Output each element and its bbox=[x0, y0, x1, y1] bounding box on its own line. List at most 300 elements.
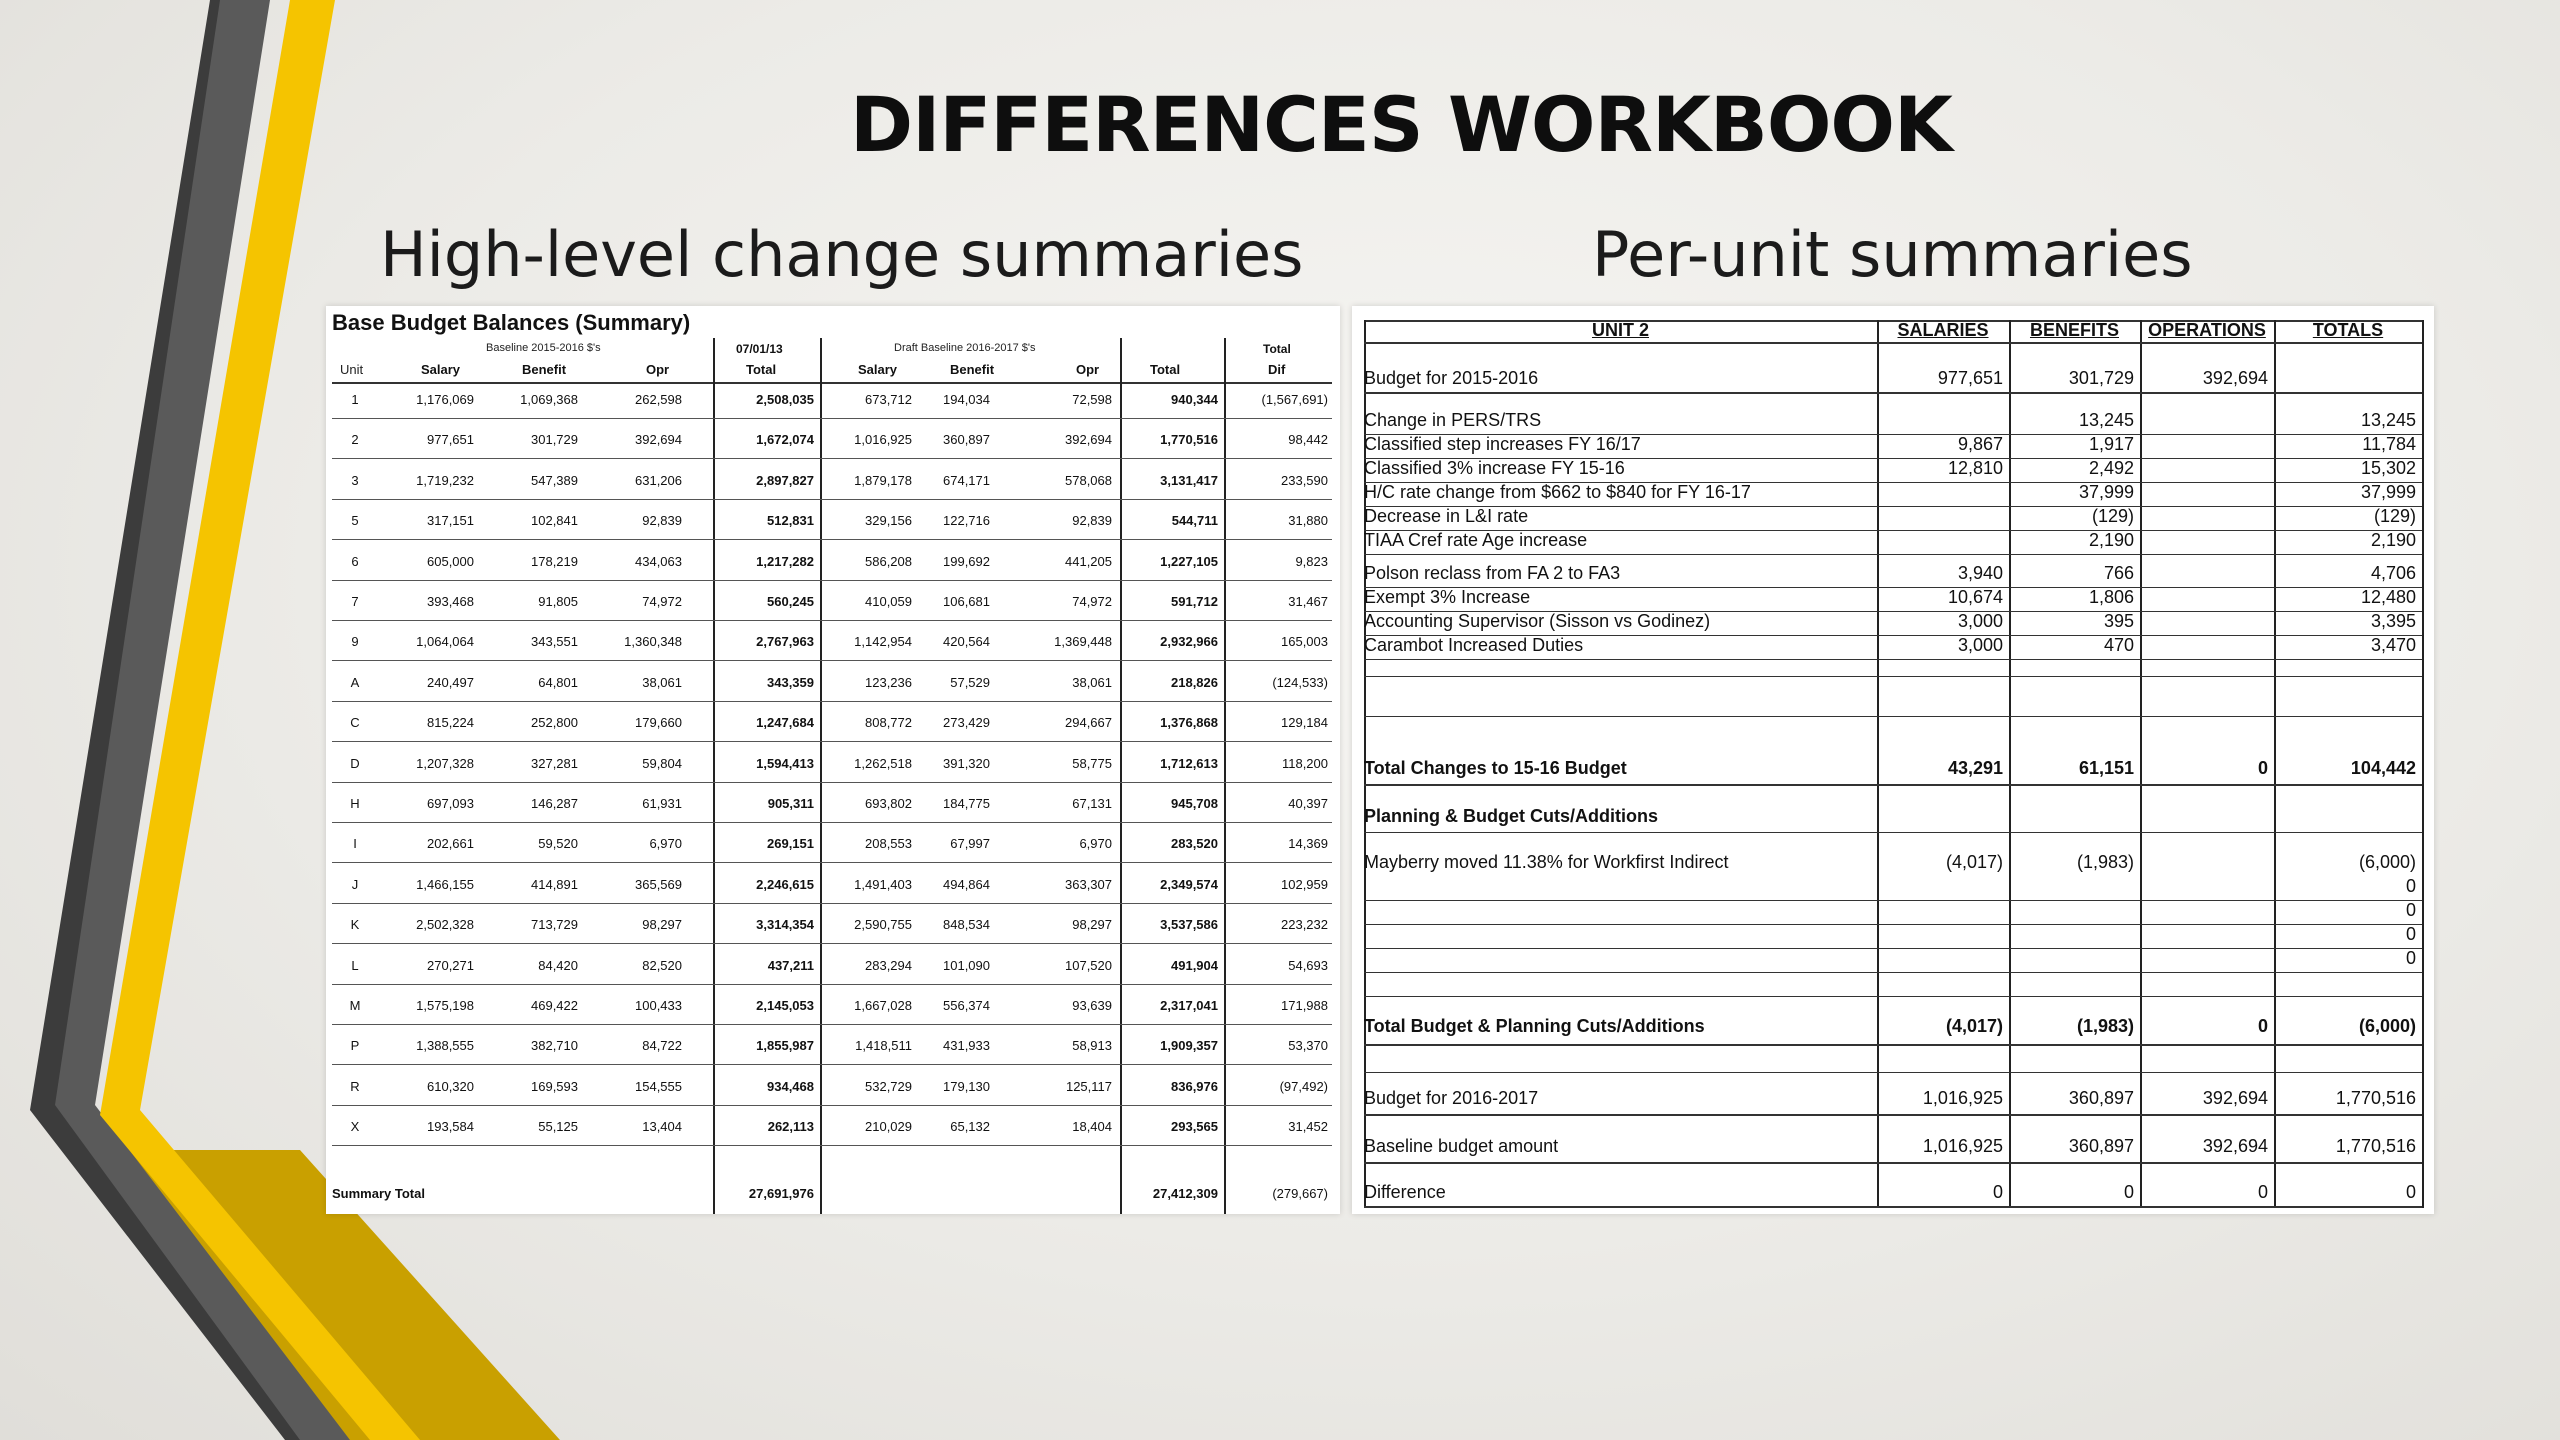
value-cell: 1,262,518 bbox=[854, 755, 912, 771]
row-rule bbox=[332, 580, 1332, 581]
value-cell: 233,590 bbox=[1281, 472, 1328, 488]
value-cell: 125,117 bbox=[1065, 1078, 1112, 1094]
value-cell: 293,565 bbox=[1171, 1119, 1218, 1135]
row-rule bbox=[1364, 1044, 2422, 1046]
value-cell: 815,224 bbox=[427, 715, 474, 731]
table-row bbox=[326, 917, 1340, 937]
table-row bbox=[326, 1079, 1340, 1099]
table-row bbox=[326, 836, 1340, 856]
value-cell: 1,917 bbox=[2088, 434, 2134, 454]
header-salary-1: Salary bbox=[421, 362, 461, 377]
value-cell: 940,344 bbox=[1171, 392, 1218, 407]
value-cell: 92,839 bbox=[642, 513, 682, 529]
change-label: H/C rate change from $662 to $840 for FY 16-17 bbox=[1364, 482, 1751, 502]
value-cell: 1,064,064 bbox=[416, 634, 474, 650]
value-cell: 74,972 bbox=[642, 594, 682, 609]
value-cell: 1,376,868 bbox=[1160, 715, 1218, 731]
value-cell: 11,784 bbox=[2362, 434, 2416, 454]
summary-total-row bbox=[326, 1186, 1340, 1206]
value-cell: 129,184 bbox=[1281, 715, 1328, 731]
value-cell: 184,775 bbox=[943, 796, 990, 811]
value-cell: 3,940 bbox=[1957, 563, 2003, 583]
value-cell: 556,374 bbox=[943, 998, 990, 1013]
value-cell: 391,320 bbox=[943, 755, 990, 771]
value-cell: (129) bbox=[2373, 506, 2416, 526]
row-rule bbox=[1364, 716, 2422, 717]
slide-title: DIFFERENCES WORKBOOK bbox=[850, 80, 1952, 169]
value-cell: 343,359 bbox=[767, 674, 814, 690]
value-cell: 2,508,035 bbox=[756, 392, 814, 407]
value-cell: 1,360,348 bbox=[624, 634, 682, 650]
value-cell: (1,983) bbox=[2076, 852, 2134, 872]
value-cell: 9,867 bbox=[1957, 434, 2003, 454]
value-cell: 57,529 bbox=[950, 674, 990, 690]
total-changes-label: Total Changes to 15-16 Budget bbox=[1364, 758, 1627, 778]
summary-total-2: 27,412,309 bbox=[1152, 1186, 1218, 1201]
unit-cell: 2 bbox=[351, 432, 359, 448]
unit-cell: 6 bbox=[351, 553, 359, 569]
value-cell: 410,059 bbox=[865, 594, 912, 609]
value-cell: 848,534 bbox=[943, 917, 990, 933]
value-cell: 1,491,403 bbox=[854, 876, 912, 892]
salaries-header: SALARIES bbox=[1897, 320, 1989, 340]
row-rule bbox=[332, 499, 1332, 500]
value-cell: (6,000) bbox=[2358, 852, 2416, 872]
value-cell: 301,729 bbox=[531, 432, 578, 448]
value-cell: 218,826 bbox=[1171, 674, 1218, 690]
row-rule bbox=[1364, 659, 2422, 660]
value-cell: 169,593 bbox=[531, 1078, 578, 1094]
value-cell: 977,651 bbox=[1937, 368, 2003, 388]
row-rule bbox=[332, 1105, 1332, 1106]
value-cell: 2,246,615 bbox=[756, 876, 814, 892]
value-cell: 470 bbox=[2103, 635, 2134, 655]
value-cell: 1,418,511 bbox=[855, 1038, 912, 1054]
row-rule bbox=[1364, 900, 2422, 901]
row-rule bbox=[332, 1064, 1332, 1065]
value-cell: 84,420 bbox=[538, 957, 578, 973]
value-cell: 431,933 bbox=[943, 1038, 990, 1054]
value-cell: 13,245 bbox=[2078, 410, 2134, 430]
group-label-baseline-2015: Baseline 2015-2016 $'s bbox=[486, 342, 601, 354]
value-cell: 6,970 bbox=[649, 836, 682, 852]
value-cell: 65,132 bbox=[950, 1119, 990, 1135]
difference-label: Difference bbox=[1364, 1182, 1446, 1202]
table-title: Base Budget Balances (Summary) bbox=[332, 310, 691, 335]
value-cell: 208,553 bbox=[865, 836, 912, 852]
value-cell: 165,003 bbox=[1281, 634, 1328, 650]
value-cell: 13,245 bbox=[2360, 410, 2416, 430]
value-cell: 37,999 bbox=[2078, 482, 2134, 502]
header-unit: Unit bbox=[340, 362, 364, 377]
value-cell: 392,694 bbox=[1065, 432, 1112, 448]
value-cell: 343,551 bbox=[531, 634, 578, 650]
value-cell: 532,729 bbox=[865, 1078, 912, 1094]
header-opr-1: Opr bbox=[646, 362, 670, 377]
value-cell: 84,722 bbox=[642, 1038, 682, 1054]
value-cell: 210,029 bbox=[865, 1119, 912, 1135]
value-cell: 3,000 bbox=[1957, 635, 2003, 655]
value-cell: 1,142,954 bbox=[854, 634, 912, 650]
row-rule bbox=[1364, 784, 2422, 786]
value-cell: 12,810 bbox=[1947, 458, 2003, 478]
value-cell: 1,575,198 bbox=[416, 998, 474, 1013]
subtitle-right: Per-unit summaries bbox=[1592, 218, 2193, 291]
value-cell: 578,068 bbox=[1065, 472, 1112, 488]
value-cell: 0 bbox=[2405, 1182, 2416, 1202]
value-cell: 1,855,987 bbox=[756, 1038, 814, 1054]
row-rule bbox=[332, 458, 1332, 459]
value-cell: 2,492 bbox=[2088, 458, 2134, 478]
header-dif: Dif bbox=[1268, 362, 1286, 377]
value-cell: 1,667,028 bbox=[854, 998, 912, 1013]
value-cell: 92,839 bbox=[1072, 513, 1112, 529]
value-cell: 102,841 bbox=[531, 513, 578, 529]
value-cell: 1,879,178 bbox=[854, 472, 912, 488]
table-row bbox=[326, 392, 1340, 412]
value-cell: 0 bbox=[2257, 1016, 2268, 1036]
unit-cell: D bbox=[350, 755, 360, 771]
value-cell: 154,555 bbox=[635, 1078, 682, 1094]
header-benefit-2: Benefit bbox=[950, 362, 995, 377]
value-cell: 171,988 bbox=[1281, 998, 1328, 1013]
row-rule bbox=[1364, 1072, 2422, 1073]
value-cell: 591,712 bbox=[1171, 594, 1218, 609]
header-salary-2: Salary bbox=[858, 362, 898, 377]
value-cell: 3,470 bbox=[2370, 635, 2416, 655]
value-cell: 1,016,925 bbox=[1922, 1088, 2003, 1108]
value-cell: 1,909,357 bbox=[1160, 1038, 1218, 1054]
table-row bbox=[326, 513, 1340, 533]
value-cell: 240,497 bbox=[427, 674, 474, 690]
value-cell: 1,719,232 bbox=[416, 472, 474, 488]
planning-label: Planning & Budget Cuts/Additions bbox=[1364, 806, 1658, 826]
value-cell: 0 bbox=[2257, 1182, 2268, 1202]
header-rule bbox=[332, 382, 1332, 384]
value-cell: 2,190 bbox=[2370, 530, 2416, 550]
value-cell: (1,567,691) bbox=[1261, 392, 1328, 407]
value-cell: (124,533) bbox=[1272, 674, 1328, 690]
unit-cell: K bbox=[350, 917, 360, 933]
table-row bbox=[326, 594, 1340, 614]
value-cell: 2,349,574 bbox=[1160, 876, 1218, 892]
row-rule bbox=[1364, 1114, 2422, 1116]
benefits-header: BENEFITS bbox=[2029, 320, 2119, 340]
row-rule bbox=[332, 418, 1332, 419]
value-cell: 420,564 bbox=[943, 634, 990, 650]
unit-cell: J bbox=[351, 876, 359, 892]
value-cell: 3,000 bbox=[1957, 611, 2003, 631]
value-cell: 93,639 bbox=[1072, 998, 1112, 1013]
value-cell: 1,217,282 bbox=[756, 553, 814, 569]
value-cell: 38,061 bbox=[1072, 674, 1112, 690]
value-cell: 0 bbox=[2405, 948, 2416, 968]
value-cell: 836,976 bbox=[1171, 1078, 1218, 1094]
table-row bbox=[326, 998, 1340, 1018]
value-cell: 2,897,827 bbox=[756, 472, 814, 488]
value-cell: 560,245 bbox=[767, 594, 814, 609]
change-label: Accounting Supervisor (Sisson vs Godinez) bbox=[1364, 611, 1711, 631]
value-cell: 262,598 bbox=[635, 392, 682, 407]
value-cell: 2,590,755 bbox=[854, 917, 912, 933]
header-benefit-1: Benefit bbox=[522, 362, 567, 377]
row-rule bbox=[332, 1024, 1332, 1025]
value-cell: 146,287 bbox=[531, 796, 578, 811]
value-cell: 193,584 bbox=[427, 1119, 474, 1135]
value-cell: 1,770,516 bbox=[2335, 1136, 2416, 1156]
value-cell: 1,176,069 bbox=[416, 392, 474, 407]
value-cell: 82,520 bbox=[642, 957, 682, 973]
value-cell: (1,983) bbox=[2076, 1016, 2134, 1036]
value-cell: 673,712 bbox=[865, 392, 912, 407]
value-cell: 15,302 bbox=[2360, 458, 2416, 478]
change-label: Classified 3% increase FY 15-16 bbox=[1364, 458, 1625, 478]
value-cell: 179,130 bbox=[943, 1078, 990, 1094]
change-label: Classified step increases FY 16/17 bbox=[1364, 434, 1641, 454]
unit-label: UNIT 2 bbox=[1591, 320, 1649, 340]
value-cell: 58,775 bbox=[1072, 755, 1112, 771]
value-cell: 1,016,925 bbox=[1922, 1136, 2003, 1156]
value-cell: 3,131,417 bbox=[1160, 472, 1218, 488]
value-cell: 713,729 bbox=[531, 917, 578, 933]
row-rule bbox=[1364, 996, 2422, 997]
value-cell: 64,801 bbox=[538, 674, 578, 690]
value-cell: 53,370 bbox=[1288, 1038, 1328, 1054]
unit-cell: 1 bbox=[351, 392, 359, 407]
value-cell: 1,016,925 bbox=[854, 432, 912, 448]
baseline-label: Baseline budget amount bbox=[1364, 1136, 1559, 1156]
value-cell: 61,151 bbox=[2078, 758, 2134, 778]
value-cell: 294,667 bbox=[1065, 715, 1112, 731]
budget-2015-label: Budget for 2015-2016 bbox=[1364, 368, 1539, 388]
value-cell: 67,131 bbox=[1072, 796, 1112, 811]
value-cell: 0 bbox=[2405, 876, 2416, 896]
value-cell: 18,404 bbox=[1072, 1119, 1112, 1135]
value-cell: 0 bbox=[2405, 900, 2416, 920]
group-label-date: 07/01/13 bbox=[736, 342, 783, 356]
value-cell: 3,314,354 bbox=[756, 917, 814, 933]
change-label: Polson reclass from FA 2 to FA3 bbox=[1364, 563, 1621, 583]
row-rule bbox=[332, 701, 1332, 702]
value-cell: 392,694 bbox=[2202, 1136, 2268, 1156]
value-cell: 59,804 bbox=[642, 755, 682, 771]
value-cell: 98,297 bbox=[642, 917, 682, 933]
value-cell: 9,823 bbox=[1295, 553, 1328, 569]
unit-cell: 9 bbox=[351, 634, 359, 650]
table-row bbox=[326, 1038, 1340, 1058]
value-cell: 0 bbox=[1992, 1182, 2003, 1202]
value-cell: 494,864 bbox=[943, 876, 990, 892]
value-cell: 74,972 bbox=[1072, 594, 1112, 609]
summary-total-1: 27,691,976 bbox=[748, 1186, 814, 1201]
value-cell: 1,770,516 bbox=[2335, 1088, 2416, 1108]
unit-2-summary-table bbox=[1352, 306, 2434, 1214]
value-cell: 1,388,555 bbox=[416, 1038, 474, 1054]
summary-label: Summary Total bbox=[332, 1186, 425, 1201]
row-rule bbox=[332, 741, 1332, 742]
value-cell: 199,692 bbox=[943, 553, 990, 569]
table-row bbox=[326, 715, 1340, 735]
value-cell: 14,369 bbox=[1288, 836, 1328, 852]
unit-cell: X bbox=[350, 1119, 360, 1135]
row-rule bbox=[332, 943, 1332, 944]
operations-header: OPERATIONS bbox=[2148, 320, 2266, 340]
value-cell: 252,800 bbox=[531, 715, 578, 731]
unit-cell: C bbox=[350, 715, 360, 731]
value-cell: 808,772 bbox=[865, 715, 912, 731]
value-cell: 0 bbox=[2123, 1182, 2134, 1202]
value-cell: 4,706 bbox=[2370, 563, 2416, 583]
value-cell: 3,395 bbox=[2370, 611, 2416, 631]
summary-dif: (279,667) bbox=[1272, 1186, 1328, 1201]
value-cell: 605,000 bbox=[427, 553, 474, 569]
unit-cell: I bbox=[353, 836, 357, 852]
unit-cell: 5 bbox=[351, 513, 359, 529]
row-rule bbox=[1364, 948, 2422, 949]
value-cell: 269,151 bbox=[767, 836, 814, 852]
table-row bbox=[326, 796, 1340, 816]
value-cell: 100,433 bbox=[635, 998, 682, 1013]
row-rule bbox=[1364, 554, 2422, 555]
value-cell: 101,090 bbox=[943, 957, 990, 973]
value-cell: 414,891 bbox=[531, 876, 578, 892]
value-cell: 441,205 bbox=[1065, 553, 1112, 569]
value-cell: 317,151 bbox=[427, 513, 474, 529]
value-cell: 194,034 bbox=[943, 392, 990, 407]
value-cell: 67,997 bbox=[950, 836, 990, 852]
row-rule bbox=[332, 984, 1332, 985]
value-cell: 1,369,448 bbox=[1054, 634, 1112, 650]
change-label: Exempt 3% Increase bbox=[1364, 587, 1531, 607]
value-cell: 905,311 bbox=[767, 796, 814, 811]
row-rule bbox=[1364, 676, 2422, 677]
value-cell: 0 bbox=[2257, 758, 2268, 778]
group-label-draft-2016: Draft Baseline 2016-2017 $'s bbox=[894, 342, 1036, 354]
value-cell: 122,716 bbox=[943, 513, 990, 529]
value-cell: 1,227,105 bbox=[1160, 553, 1218, 569]
value-cell: 13,404 bbox=[642, 1119, 682, 1135]
unit-cell: R bbox=[350, 1078, 360, 1094]
row-rule bbox=[332, 903, 1332, 904]
row-rule bbox=[332, 822, 1332, 823]
value-cell: 1,594,413 bbox=[756, 755, 814, 771]
value-cell: 31,880 bbox=[1288, 513, 1328, 529]
value-cell: 766 bbox=[2103, 563, 2134, 583]
table-row bbox=[326, 1119, 1340, 1139]
value-cell: 179,660 bbox=[635, 715, 682, 731]
value-cell: 586,208 bbox=[865, 553, 912, 569]
value-cell: 1,247,684 bbox=[756, 715, 814, 731]
value-cell: 327,281 bbox=[531, 755, 578, 771]
row-rule bbox=[332, 660, 1332, 661]
value-cell: 1,466,155 bbox=[416, 876, 474, 892]
unit-cell: L bbox=[351, 957, 359, 973]
header-total-2: Total bbox=[1150, 362, 1181, 377]
value-cell: 610,320 bbox=[427, 1078, 474, 1094]
value-cell: 38,061 bbox=[642, 674, 682, 690]
value-cell: 223,232 bbox=[1281, 917, 1328, 933]
row-rule bbox=[1364, 392, 2422, 394]
value-cell: 54,693 bbox=[1288, 957, 1328, 973]
value-cell: 395 bbox=[2103, 611, 2134, 631]
value-cell: 178,219 bbox=[531, 553, 578, 569]
value-cell: 43,291 bbox=[1947, 758, 2003, 778]
value-cell: 434,063 bbox=[635, 553, 682, 569]
base-budget-summary-table bbox=[326, 306, 1340, 1214]
value-cell: 58,913 bbox=[1072, 1038, 1112, 1054]
unit-cell: M bbox=[349, 998, 361, 1013]
value-cell: 72,598 bbox=[1072, 392, 1112, 407]
mayberry-label: Mayberry moved 11.38% for Workfirst Indirect bbox=[1364, 852, 1729, 872]
value-cell: 2,502,328 bbox=[416, 917, 474, 933]
change-label: Change in PERS/TRS bbox=[1364, 410, 1542, 430]
value-cell: 382,710 bbox=[531, 1038, 578, 1054]
value-cell: 674,171 bbox=[943, 472, 990, 488]
value-cell: 123,236 bbox=[865, 674, 912, 690]
row-rule bbox=[1364, 342, 2422, 344]
value-cell: 262,113 bbox=[767, 1119, 814, 1135]
value-cell: 697,093 bbox=[427, 796, 474, 811]
value-cell: 329,156 bbox=[865, 513, 912, 529]
row-rule bbox=[332, 620, 1332, 621]
value-cell: 301,729 bbox=[2068, 368, 2134, 388]
value-cell: 1,712,613 bbox=[1160, 755, 1218, 771]
value-cell: 59,520 bbox=[538, 836, 578, 852]
table-row bbox=[326, 634, 1340, 654]
value-cell: 31,452 bbox=[1288, 1119, 1328, 1135]
value-cell: 10,674 bbox=[1947, 587, 2003, 607]
table-row bbox=[326, 958, 1340, 978]
table-row bbox=[326, 675, 1340, 695]
value-cell: 491,904 bbox=[1171, 957, 1218, 973]
value-cell: 0 bbox=[2405, 924, 2416, 944]
value-cell: 360,897 bbox=[943, 432, 990, 448]
change-label: TIAA Cref rate Age increase bbox=[1364, 530, 1588, 550]
value-cell: 392,694 bbox=[2202, 1088, 2268, 1108]
header-total-1: Total bbox=[746, 362, 777, 377]
value-cell: 40,397 bbox=[1288, 796, 1328, 811]
value-cell: 98,297 bbox=[1072, 917, 1112, 933]
value-cell: 61,931 bbox=[642, 796, 682, 811]
value-cell: 270,271 bbox=[427, 957, 474, 973]
value-cell: 283,294 bbox=[865, 957, 912, 973]
value-cell: (4,017) bbox=[1945, 1016, 2003, 1036]
row-rule bbox=[1364, 1162, 2422, 1164]
value-cell: 107,520 bbox=[1065, 957, 1112, 973]
table-row bbox=[326, 756, 1340, 776]
budget-2016-label: Budget for 2016-2017 bbox=[1364, 1088, 1539, 1108]
value-cell: (129) bbox=[2091, 506, 2134, 526]
row-rule bbox=[332, 1145, 1332, 1146]
value-cell: 2,145,053 bbox=[756, 998, 814, 1013]
table-row bbox=[326, 432, 1340, 452]
row-rule bbox=[1364, 1206, 2422, 1208]
unit-cell: P bbox=[350, 1038, 360, 1054]
value-cell: 202,661 bbox=[427, 836, 474, 852]
value-cell: 1,770,516 bbox=[1160, 432, 1218, 448]
value-cell: 106,681 bbox=[943, 594, 990, 609]
unit-cell: H bbox=[350, 796, 360, 811]
unit-cell: 7 bbox=[351, 594, 359, 609]
value-cell: 2,932,966 bbox=[1160, 634, 1218, 650]
value-cell: 363,307 bbox=[1065, 876, 1112, 892]
value-cell: 2,767,963 bbox=[756, 634, 814, 650]
value-cell: 392,694 bbox=[2202, 368, 2268, 388]
value-cell: 547,389 bbox=[531, 472, 578, 488]
value-cell: 1,672,074 bbox=[756, 432, 814, 448]
header-total-dif-top: Total bbox=[1263, 342, 1291, 356]
value-cell: (6,000) bbox=[2358, 1016, 2416, 1036]
